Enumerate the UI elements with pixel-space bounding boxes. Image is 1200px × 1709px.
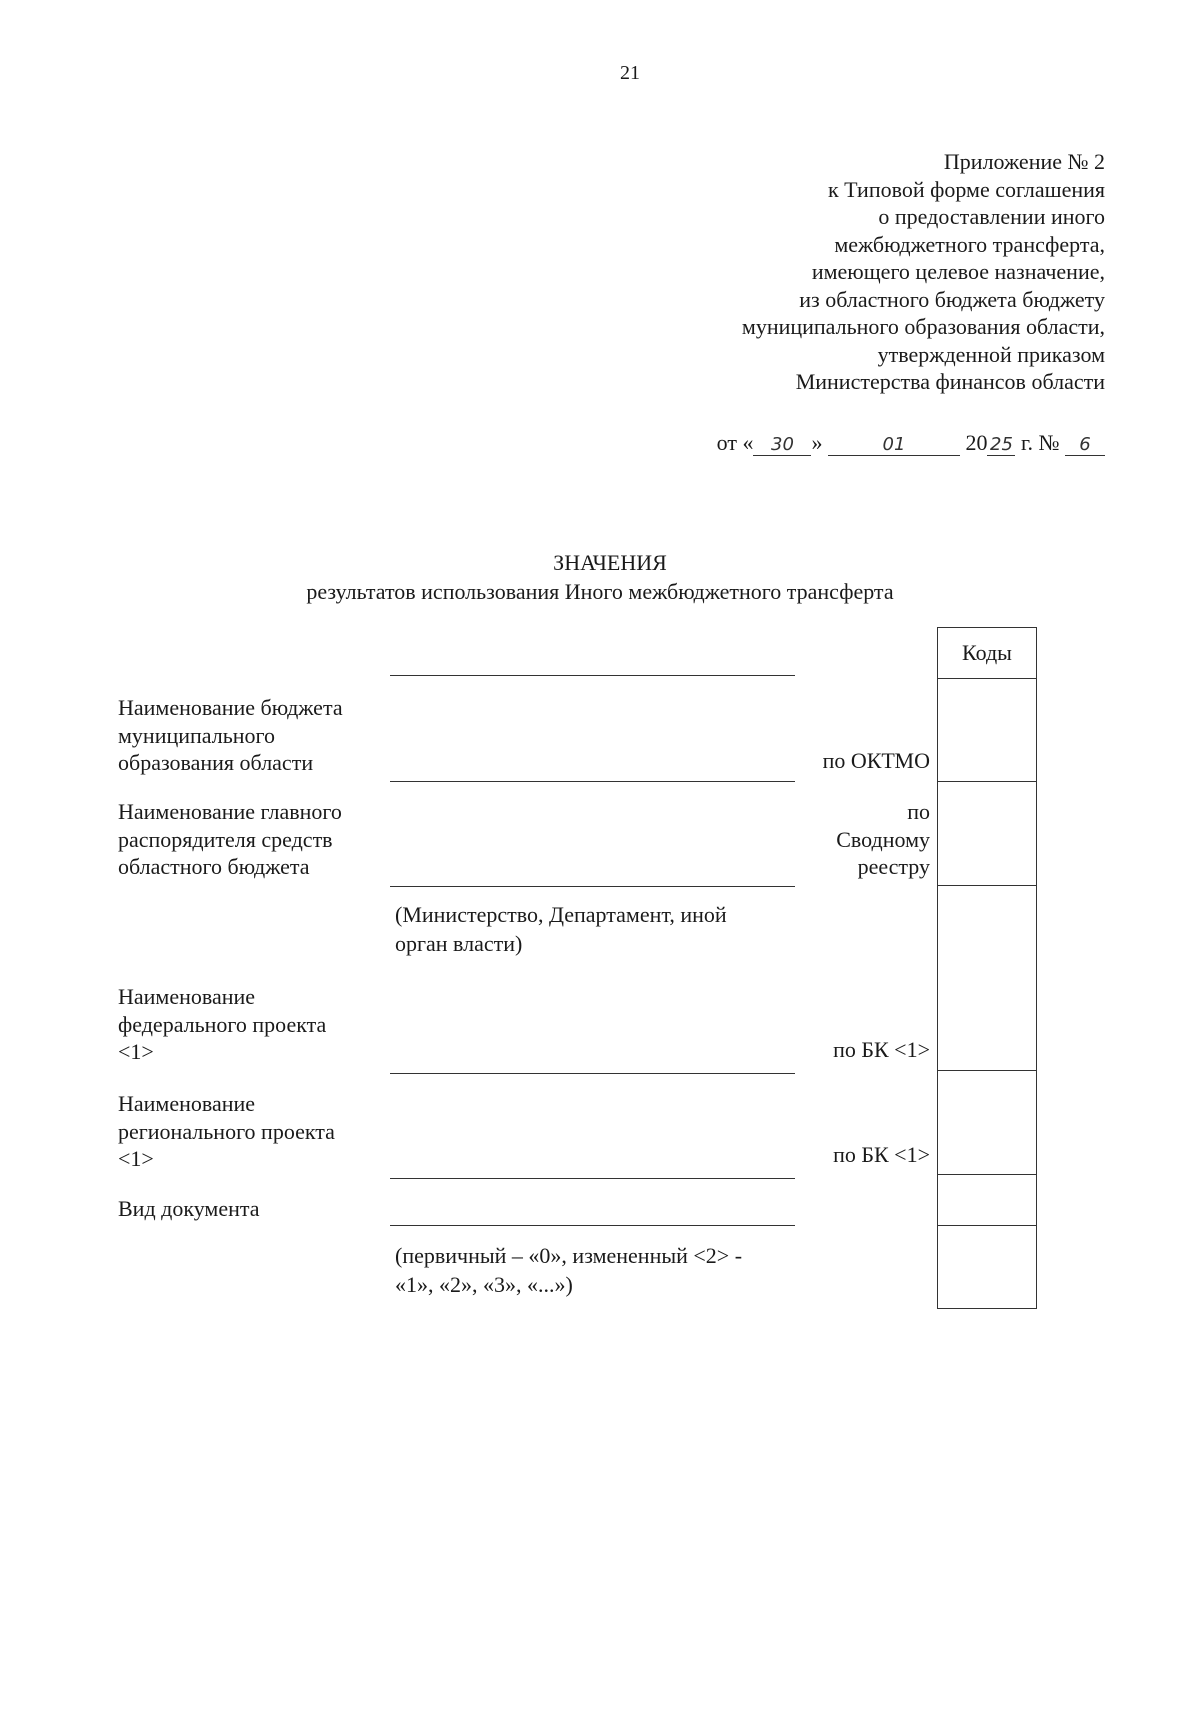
label-line: муниципального	[118, 722, 276, 748]
label-line: <1>	[118, 1146, 154, 1171]
codes-separator	[938, 678, 1036, 679]
label-regional-project	[118, 1090, 335, 1173]
label-line: распорядителя средств	[118, 826, 333, 852]
label-line: регионального проекта	[118, 1118, 335, 1144]
code-label-line: реестру	[857, 854, 930, 879]
appendix-line: межбюджетного трансферта,	[834, 231, 1105, 257]
label-line: областного бюджета	[118, 854, 310, 879]
label-line: федерального проекта	[118, 1011, 327, 1037]
label-line: образования области	[118, 750, 314, 775]
code-label-registry	[836, 798, 930, 881]
doc-type-input-line[interactable]	[390, 1225, 795, 1226]
grbs-name-input-line[interactable]	[390, 886, 795, 887]
code-label-line: Сводному	[836, 826, 930, 852]
label-budget-name	[118, 694, 343, 777]
doc-type-hint	[395, 1241, 795, 1299]
title-sub: результатов использования Иного межбюджетного трансферта	[306, 579, 894, 604]
code-label-bk-federal: по БК <1>	[833, 1037, 930, 1062]
document-number-field[interactable]: 6	[1065, 435, 1105, 456]
federal-project-input-line[interactable]	[390, 1073, 795, 1074]
appendix-header	[545, 148, 1105, 396]
label-doc-type: Вид документа	[118, 1196, 260, 1221]
appendix-line: из областного бюджета бюджету	[799, 286, 1105, 312]
label-line: <1>	[118, 1039, 154, 1064]
label-federal-project	[118, 983, 326, 1066]
codes-column	[937, 627, 1037, 1309]
budget-name-input-line[interactable]	[390, 781, 795, 782]
label-line: Наименование главного	[118, 799, 342, 824]
codes-separator	[938, 1225, 1036, 1226]
label-grbs-name	[118, 798, 342, 881]
label-line: Наименование бюджета	[118, 695, 343, 720]
title-main: ЗНАЧЕНИЯ	[553, 550, 667, 575]
appendix-line: утвержденной приказом	[877, 341, 1105, 367]
regional-project-input-line[interactable]	[390, 1178, 795, 1179]
grbs-hint	[395, 900, 795, 958]
codes-separator	[938, 885, 1036, 886]
hint-line: (первичный – «0», измененный <2> -	[395, 1243, 743, 1268]
date-mid: »	[811, 430, 823, 455]
codes-separator	[938, 781, 1036, 782]
appendix-line: Министерства финансов области	[795, 369, 1105, 394]
appendix-line: муниципального образования области,	[741, 314, 1105, 339]
label-line: Наименование	[118, 984, 256, 1009]
codes-separator	[938, 1070, 1036, 1071]
codes-separator	[938, 1174, 1036, 1175]
document-title	[0, 548, 1200, 606]
code-label-oktmo: по ОКТМО	[822, 748, 930, 773]
date-prefix: от «	[716, 430, 754, 455]
date-number-prefix: г. №	[1020, 430, 1060, 455]
codes-header: Коды	[962, 640, 1012, 665]
blank-line-top	[390, 675, 795, 676]
appendix-line: о предоставлении иного	[878, 204, 1105, 229]
appendix-line: имеющего целевое назначение,	[811, 259, 1105, 284]
date-month-field[interactable]: 01	[828, 435, 960, 456]
code-label-bk-regional: по БК <1>	[833, 1142, 930, 1167]
date-year-field[interactable]: 25	[987, 435, 1015, 456]
date-day-field[interactable]: 30	[753, 435, 811, 456]
appendix-line: к Типовой форме соглашения	[827, 176, 1105, 202]
page-number: 21	[620, 62, 640, 84]
hint-line: «1», «2», «3», «...»)	[395, 1272, 573, 1297]
label-line: Наименование	[118, 1091, 256, 1116]
code-label-line: по	[907, 799, 930, 824]
date-line	[717, 430, 1105, 456]
hint-line: орган власти)	[395, 931, 523, 956]
hint-line: (Министерство, Департамент, иной	[395, 902, 727, 927]
appendix-line: Приложение № 2	[943, 149, 1105, 174]
date-year-prefix: 20	[965, 430, 988, 455]
